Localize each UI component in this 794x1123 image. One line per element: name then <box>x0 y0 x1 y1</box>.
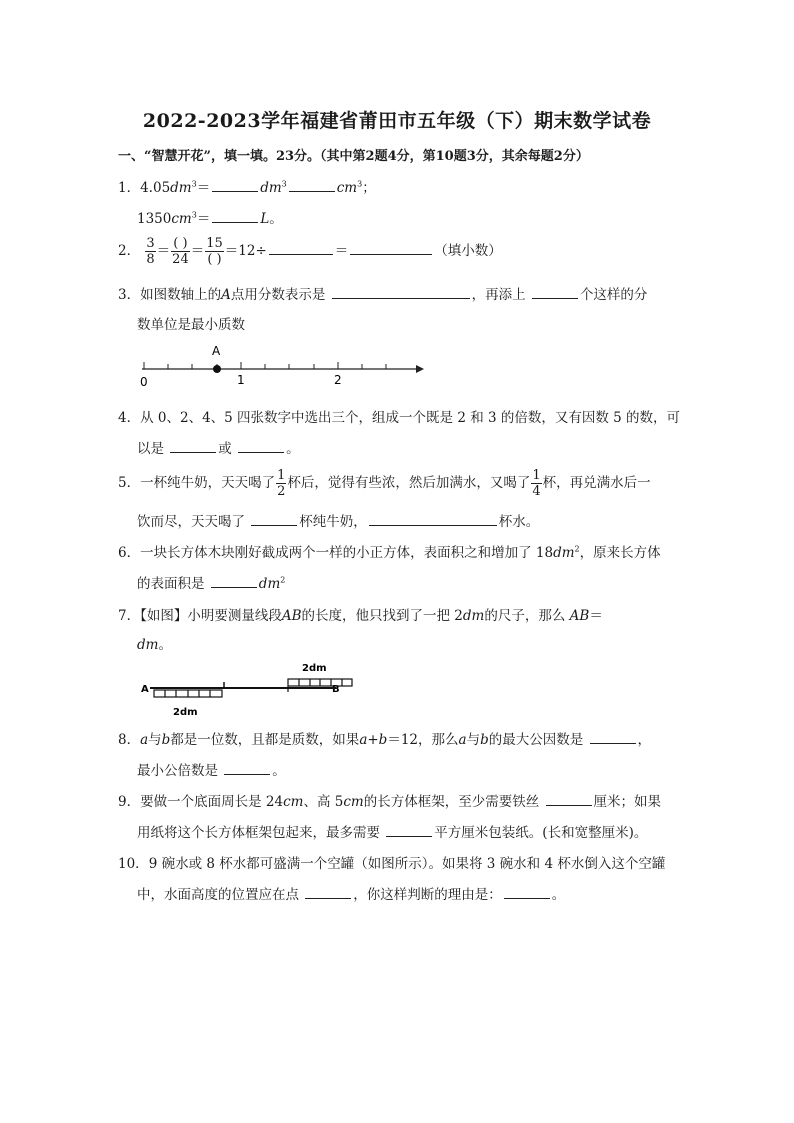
ruler-bottom <box>154 690 222 697</box>
text: 都是一位数，且都是质数，如果 <box>170 732 360 748</box>
note: （填小数） <box>434 243 502 259</box>
answer-blank[interactable] <box>386 823 432 838</box>
question-5-line-1 <box>118 468 651 499</box>
ruler-figure <box>138 658 358 718</box>
expression: a+b <box>359 732 388 748</box>
text: 以是 <box>137 441 164 457</box>
answer-blank[interactable] <box>546 792 592 807</box>
text: 中，水面高度的位置应在点 <box>137 887 299 903</box>
question-8-line-2 <box>137 759 286 779</box>
unit: cm <box>343 794 364 810</box>
text: ， <box>637 732 652 748</box>
text: 的最大公因数是 <box>488 732 584 748</box>
text: 。 <box>286 441 300 457</box>
question-number: 1． <box>118 180 141 196</box>
unit: dm <box>260 180 282 196</box>
exponent: 3 <box>281 179 287 189</box>
answer-blank[interactable] <box>532 285 578 300</box>
value: 4.05 <box>140 180 171 196</box>
exponent: 3 <box>191 179 197 189</box>
text: 。 <box>158 637 172 653</box>
question-number: 6． <box>118 545 141 561</box>
text: 杯后，觉得有些浓，然后加满水，又喝了 <box>287 475 531 491</box>
unit: cm <box>336 180 358 196</box>
text: 【如图】小明要测量线段 <box>140 608 282 624</box>
answer-blank[interactable] <box>224 761 270 776</box>
question-1-line-1 <box>118 176 376 196</box>
answer-blank[interactable] <box>170 439 216 454</box>
equals: ＝ <box>196 180 211 196</box>
number-line-figure <box>136 342 426 390</box>
text: 、高 5 <box>303 794 344 810</box>
tick-marks <box>144 362 386 369</box>
question-7-line-2 <box>137 633 172 653</box>
unit: dm <box>137 637 159 653</box>
answer-blank[interactable] <box>211 574 257 589</box>
answer-blank[interactable] <box>251 512 297 527</box>
question-number: 3． <box>118 287 141 303</box>
question-10-line-1 <box>118 852 665 872</box>
question-6-line-2 <box>137 572 285 592</box>
question-number: 10． <box>118 856 149 872</box>
exponent: 2 <box>280 575 286 585</box>
fraction: $\frac{( )}{24}$ <box>172 236 189 267</box>
question-2 <box>118 236 502 267</box>
unit: dm <box>170 180 192 196</box>
segment-label: AB <box>569 608 590 624</box>
question-number: 8． <box>118 732 141 748</box>
question-6-line-1 <box>118 541 661 561</box>
text: 与 <box>148 732 162 748</box>
text: 从 0、2、4、5 四张数字中选出三个，组成一个既是 2 和 3 的倍数，又有因数 5 的数，可 <box>140 410 681 426</box>
question-8-line-1 <box>118 728 651 748</box>
text: ，再添上 <box>471 287 526 303</box>
question-3-line-1 <box>118 283 647 303</box>
tick-label-1: 1 <box>237 373 245 387</box>
ruler-top <box>288 679 352 692</box>
question-number: 4． <box>118 410 141 426</box>
exponent: 3 <box>357 179 363 189</box>
variable: b <box>161 732 171 748</box>
question-4-line-2 <box>137 437 300 457</box>
text: 杯水。 <box>498 514 540 530</box>
ruler-top-label: 2dm <box>302 663 327 674</box>
answer-blank[interactable] <box>305 885 351 900</box>
question-1-line-2 <box>137 207 283 227</box>
equals: ＝ <box>334 243 349 259</box>
text: 。 <box>272 763 286 779</box>
answer-blank[interactable] <box>238 439 284 454</box>
text: ，你这样判断的理由是： <box>353 887 502 903</box>
text: 如图数轴上的 <box>140 287 222 303</box>
point-label: A <box>221 287 231 303</box>
answer-blank[interactable] <box>332 285 470 300</box>
text: 个这样的分 <box>579 287 648 303</box>
punctuation: 。 <box>269 211 283 227</box>
answer-blank[interactable] <box>289 178 335 193</box>
text: 平方厘米包装纸。(长和宽整厘米)。 <box>434 825 648 841</box>
punctuation: ； <box>362 180 376 196</box>
value: 1350 <box>137 211 172 227</box>
text: 9 碗水或 8 杯水都可盛满一个空罐（如图所示）。如果将 3 碗水和 4 杯水倒入这个空罐 <box>148 856 666 872</box>
variable: a <box>458 732 467 748</box>
question-number: 2． <box>118 243 141 259</box>
ruler-bottom-label: 2dm <box>173 707 198 718</box>
text: 的长方体框架，至少需要铁丝 <box>363 794 540 810</box>
text: 最小公倍数是 <box>137 763 218 779</box>
text: 或 <box>218 441 232 457</box>
text: 用纸将这个长方体框架包起来，最多需要 <box>137 825 380 841</box>
answer-blank[interactable] <box>350 241 432 256</box>
text: 的长度，他只找到了一把 2 <box>301 608 463 624</box>
text: 的表面积是 <box>137 576 205 592</box>
tick-label-0: 0 <box>140 375 148 389</box>
point-b-label: B <box>332 684 340 695</box>
equals: ＝ <box>196 211 211 227</box>
answer-blank[interactable] <box>269 241 333 256</box>
point-a <box>213 365 221 373</box>
exponent: 3 <box>191 210 197 220</box>
unit: dm <box>553 545 575 561</box>
text: 一杯纯牛奶，天天喝了 <box>140 475 276 491</box>
text: 杯纯牛奶， <box>299 514 367 530</box>
point-a-label: A <box>141 684 149 695</box>
exponent: 2 <box>574 544 580 554</box>
question-4-line-1 <box>118 406 680 426</box>
text: 的尺子，那么 <box>484 608 566 624</box>
text: 一块长方体木块刚好截成两个一样的小正方体，表面积之和增加了 18 <box>140 545 554 561</box>
page-title: 2022-2023学年福建省莆田市五年级（下）期末数学试卷 <box>142 110 652 132</box>
variable: a <box>140 732 149 748</box>
fraction: $\frac{3}{8}$ <box>146 236 155 267</box>
answer-blank[interactable] <box>504 885 550 900</box>
fraction: $\frac{15}{( )}$ <box>206 236 223 267</box>
question-10-line-2 <box>137 883 565 903</box>
text: 饮而尽，天天喝了 <box>137 514 245 530</box>
tick-label-2: 2 <box>334 373 342 387</box>
equals: ＝ <box>190 243 205 259</box>
equals: ＝ <box>156 243 171 259</box>
expression: ＝12÷ <box>224 243 267 259</box>
question-5-line-2 <box>137 510 539 530</box>
question-number: 7． <box>118 608 141 624</box>
answer-blank[interactable] <box>212 178 258 193</box>
variable: b <box>480 732 489 748</box>
unit: dm <box>462 608 485 624</box>
answer-blank[interactable] <box>590 730 636 745</box>
answer-blank[interactable] <box>369 512 497 527</box>
point-a-label: A <box>212 344 221 358</box>
unit: L <box>260 211 270 227</box>
text: 要做一个底面周长是 24 <box>140 794 284 810</box>
question-number: 5． <box>118 475 141 491</box>
question-9-line-1 <box>118 790 661 810</box>
text: 杯，再兑满水后一 <box>542 475 651 491</box>
question-number: 9． <box>118 794 141 810</box>
answer-blank[interactable] <box>212 209 258 224</box>
unit: cm <box>171 211 192 227</box>
text: 与 <box>466 732 481 748</box>
question-7-line-1 <box>118 604 603 624</box>
text: 。 <box>551 887 566 903</box>
question-3-line-2: 数单位是最小质数 <box>137 317 245 333</box>
arrow-head-icon <box>416 365 424 373</box>
text: ＝12，那么 <box>387 732 459 748</box>
section-heading: 一、“智慧开花”，填一填。23分。（其中第2题4分，第10题3分，其余每题2分） <box>118 149 589 164</box>
unit: cm <box>283 794 304 810</box>
equals: ＝ <box>589 608 603 624</box>
text: ，原来长方体 <box>579 545 661 561</box>
unit: dm <box>258 576 281 592</box>
fraction: $\frac{1}{2}$ <box>277 468 286 499</box>
question-9-line-2 <box>137 821 647 841</box>
fraction: $\frac{1}{4}$ <box>532 468 541 499</box>
text: 点用分数表示是 <box>230 287 326 303</box>
text: 厘米；如果 <box>593 794 662 810</box>
segment-label: AB <box>281 608 302 624</box>
